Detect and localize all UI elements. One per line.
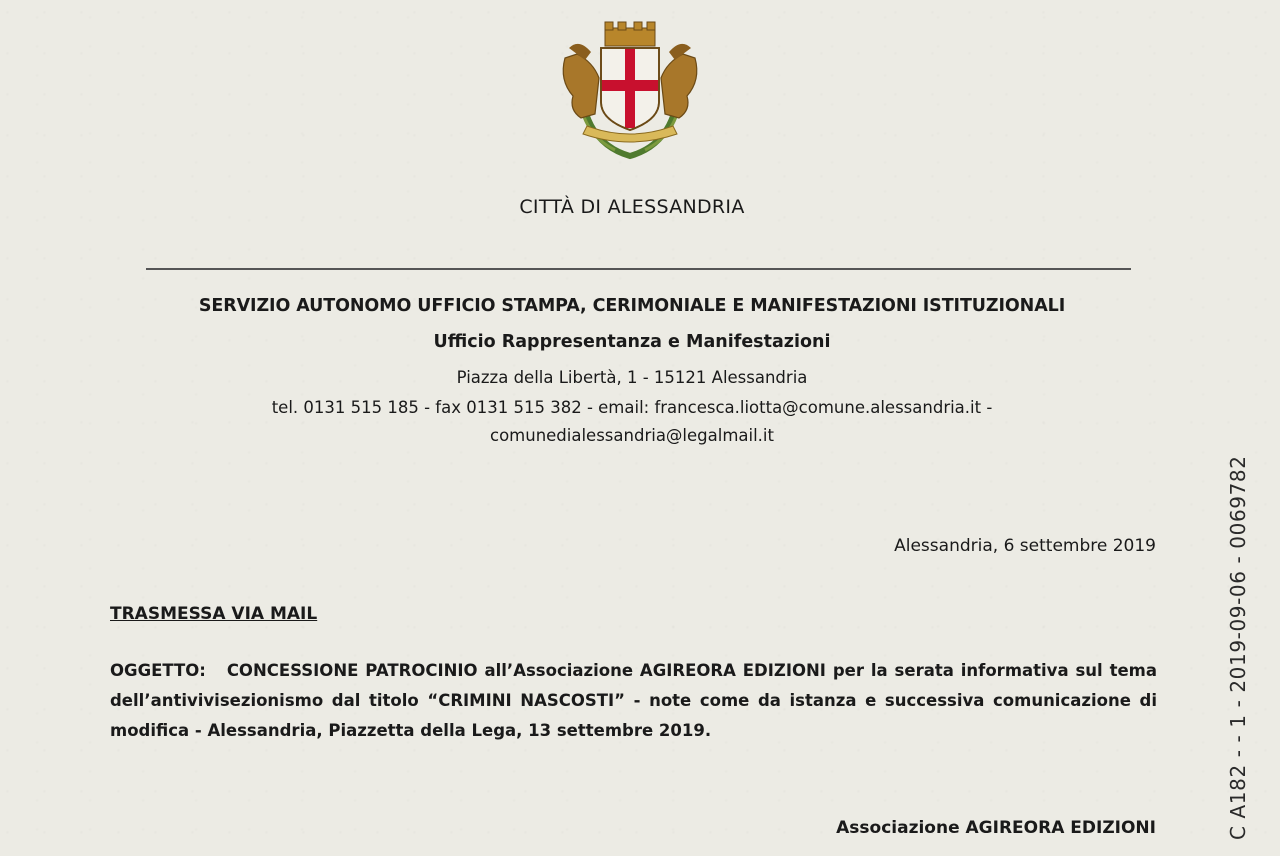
header-divider	[146, 268, 1131, 270]
department-name: SERVIZIO AUTONOMO UFFICIO STAMPA, CERIMONIALE E MANIFESTAZIONI ISTITUZIONALI	[198, 296, 1066, 316]
protocol-stamp: C A182 - - 1 - 2019-09-06 - 0069782	[1226, 455, 1250, 840]
transmission-note: TRASMESSA VIA MAIL	[110, 604, 318, 624]
subject-text: CONCESSIONE PATROCINIO all’Associazione AGIREORA EDIZIONI per la serata informativa sul tema dell’antivivisezionismo dal titolo “CRIMINI NASCOSTI” - note come da istanza e successiva comunicazione di modifica - Alessandria, Piazzetta della Lega, 13 settembre 2019.	[110, 661, 1157, 740]
recipient-name: Associazione AGIREORA EDIZIONI	[836, 818, 1156, 838]
subject-label: OGGETTO:	[110, 661, 206, 680]
coat-of-arms-icon	[555, 18, 705, 166]
subject-paragraph	[110, 656, 1157, 746]
pec-address: comunedialessandria@legalmail.it	[490, 426, 774, 445]
office-contacts: tel. 0131 515 185 - fax 0131 515 382 - email: francesca.liotta@comune.alessandria.it -	[271, 398, 993, 417]
office-address: Piazza della Libertà, 1 - 15121 Alessandria	[456, 368, 808, 387]
office-name: Ufficio Rappresentanza e Manifestazioni	[433, 332, 831, 352]
city-title: CITTÀ DI ALESSANDRIA	[519, 196, 745, 218]
letter-date: Alessandria, 6 settembre 2019	[894, 536, 1156, 556]
